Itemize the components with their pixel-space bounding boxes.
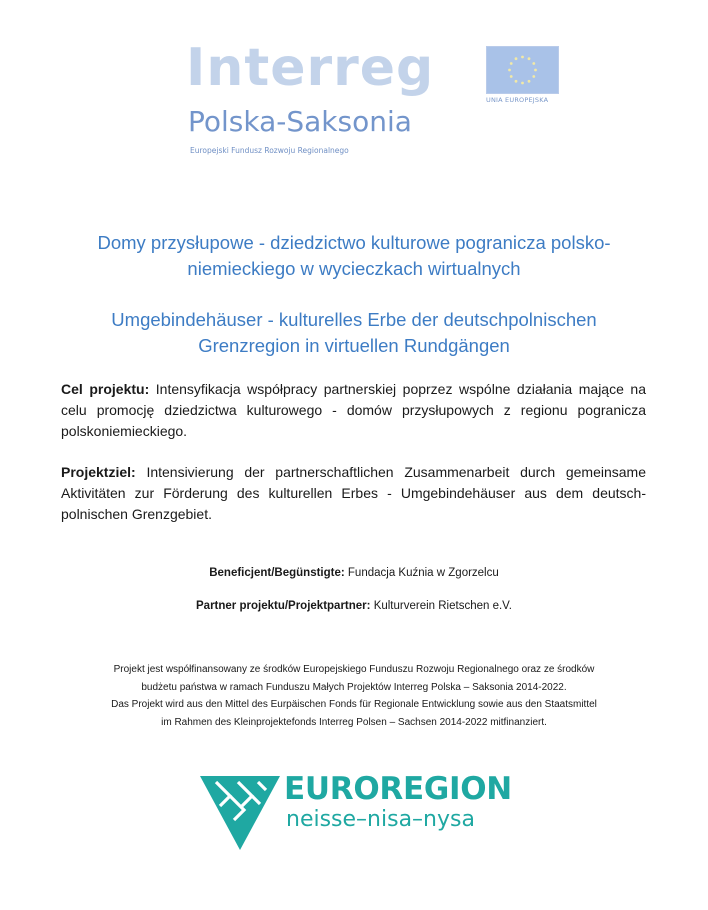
partner-line [0, 598, 708, 614]
funding-line: Das Projekt wird aus den Mittel des Eurpäischen Fonds für Regionale Entwicklung sowie aus den Staatsmittel [111, 699, 597, 710]
interreg-logo [186, 40, 566, 160]
title-polish [60, 230, 648, 282]
eu-flag-icon [486, 46, 559, 94]
interreg-logo-fund: Europejski Fundusz Rozwoju Regionalnego [190, 146, 349, 155]
partner-label: Partner projektu/Projektpartner: [196, 600, 371, 612]
eu-label: UNIA EUROPEJSKA [486, 96, 549, 104]
partner-value: Kulturverein Rietschen e.V. [373, 600, 512, 612]
title-german-line-2: Grenzregion in virtuellen Rundgängen [198, 335, 510, 356]
goal-german-text: Intensivierung der partnerschaftlichen Zusammenarbeit durch gemeinsame Aktivitäten zur Förderung des kulturellen Erbes - Umgebindehäuser aus dem deutsch-polnischen Grenzgebiet. [61, 464, 646, 522]
euroregion-subtitle: neisse–nisa–nysa [286, 807, 475, 832]
goal-polish-label: Cel projektu: [61, 381, 150, 397]
euroregion-triangle-icon [200, 774, 280, 850]
title-polish-line-1: Domy przysłupowe - dziedzictwo kulturowe pogranicza polsko- [97, 232, 611, 253]
euroregion-logo [200, 772, 510, 852]
funding-line: im Rahmen des Kleinprojektefonds Interreg Polsen – Sachsen 2014-2022 mitfinanziert. [161, 716, 547, 728]
funding-line: Projekt jest współfinansowany ze środków Europejskiego Funduszu Rozwoju Regionalnego oraz ze środków [113, 664, 595, 675]
euroregion-name: EUROREGION [284, 771, 512, 807]
title-german [60, 307, 648, 359]
funding-note [40, 661, 668, 731]
title-polish-line-2: niemieckiego w wycieczkach wirtualnych [187, 258, 521, 279]
beneficiary-line [0, 565, 708, 581]
goal-german-label: Projektziel: [61, 464, 136, 480]
interreg-logo-word: Interreg [186, 38, 435, 98]
title-german-line-1: Umgebindehäuser - kulturelles Erbe der deutschpolnischen [111, 309, 597, 330]
goal-german [61, 462, 646, 525]
goal-polish [61, 379, 646, 442]
funding-line: budżetu państwa w ramach Funduszu Małych Projektów Interreg Polska – Saksonia 2014-2022. [141, 681, 567, 693]
beneficiary-value: Fundacja Kuźnia w Zgorzelcu [347, 567, 499, 579]
interreg-logo-region: Polska-Saksonia [188, 105, 412, 138]
beneficiary-label: Beneficjent/Begünstigte: [209, 567, 345, 579]
goal-polish-text: Intensyfikacja współpracy partnerskiej poprzez wspólne działania mające na celu promocję dziedzictwa kulturowego - domów przysłupowych z regionu pogranicza polskoniemieckiego. [61, 381, 647, 439]
